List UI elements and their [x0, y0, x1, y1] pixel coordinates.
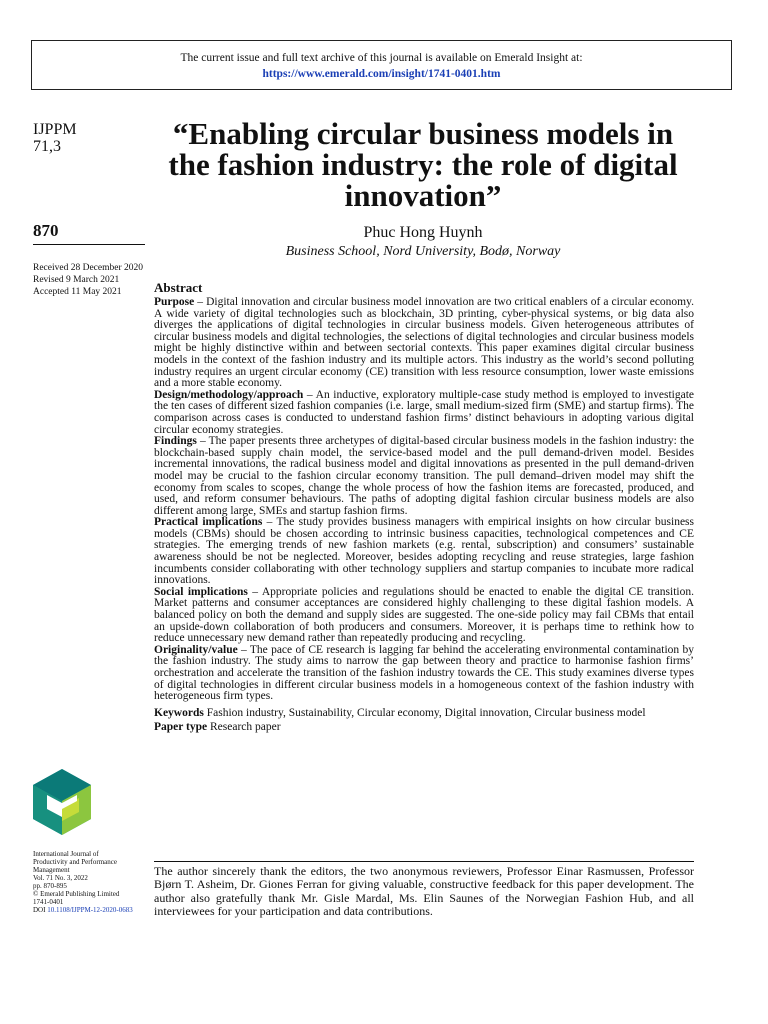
section-text: – Digital innovation and circular business model innovation are two critical enablers of a circular economy. A wide variety of digital technologies such as blockchain, 3D printing, cyber-physical systems, or big data also diverges the applications of digital technologies in circular business models. Given heterogeneous attributes of circular business models and digital technologies, the selections of digital technologies and circular business models might be highly distinctive within and between sectorial contexts. This paper examines digital circular business models in the context of the fashion industry and its multiple actors. This industry as the world’s second polluting industry requires an urgent circular economy (CE) transition with less resource consumption, lower waste emissions and a more stable economy. — [154, 296, 694, 390]
meta-line: Vol. 71 No. 3, 2022 — [33, 874, 88, 882]
abstract — [154, 281, 694, 734]
meta-line: Productivity and Performance — [33, 858, 117, 866]
meta-line: 1741-0401 — [33, 898, 64, 906]
meta-line: International Journal of — [33, 850, 99, 858]
paper-type — [154, 720, 694, 734]
abstract-design — [154, 390, 694, 436]
abstract-purpose — [154, 297, 694, 390]
section-label: Originality/value — [154, 643, 238, 656]
journal-info — [33, 121, 77, 155]
section-label: Social implications — [154, 585, 248, 598]
page-number-rule — [33, 244, 145, 245]
page-number: 870 — [33, 221, 59, 240]
date-revised: Revised 9 March 2021 — [33, 275, 120, 285]
section-text: – An inductive, exploratory multiple-case study method is employed to investigate the ten cases of different sized fashion companies (i.e. large, small medium-sized firm (SME) and startup firms). The comparison across cases is conducted to understand fashion firms’ distinct behaviours in adopting various digital circular economy strategies. — [154, 388, 694, 436]
date-received: Received 28 December 2020 — [33, 263, 143, 273]
acknowledgement: The author sincerely thank the editors, the two anonymous reviewers, Professor Einar Rasmussen, Professor Bjørn T. Asheim, Dr. Giones Ferran for giving valuable, constructive feedback for this paper development. The author also gratefully thank Mr. Gisle Mardal, Ms. Elin Saunes of the Norwegian Fashion Hub, and all interviewees for your participation and data contributions. — [154, 864, 694, 919]
abstract-findings — [154, 436, 694, 517]
meta-line: © Emerald Publishing Limited — [33, 890, 120, 898]
section-text: – The pace of CE research is lagging far behind the accelerating environmental contamination by the fashion industry. The study aims to narrow the gap between theory and practice to harmonise fashion firms’ orchestration and accelerate the transition of the fashion industry towards the CE. This study examines diverse types of digital technologies in different circular business models in a homogeneous context of the fashion industry with heterogeneous firm types. — [154, 643, 694, 703]
author-name: Phuc Hong Huynh — [363, 224, 483, 241]
journal-volume-issue: 71,3 — [33, 138, 61, 155]
section-label: Purpose — [154, 296, 195, 308]
meta-line: Management — [33, 866, 70, 874]
keywords-label: Keywords — [154, 706, 204, 719]
article-title: “Enabling circular business models in the fashion industry: the role of digital innovation” — [168, 116, 678, 213]
section-label: Practical implications — [154, 516, 263, 529]
doi-link[interactable]: 10.1108/IJPPM-12-2020-0683 — [47, 906, 133, 914]
abstract-practical — [154, 517, 694, 587]
meta-line: pp. 870-895 — [33, 882, 67, 890]
section-label: Findings — [154, 435, 197, 448]
doi-line — [33, 906, 145, 914]
author-affiliation: Business School, Nord University, Bodø, Norway — [285, 244, 561, 259]
abstract-heading: Abstract — [154, 280, 203, 295]
keywords-text: Fashion industry, Sustainability, Circular economy, Digital innovation, Circular business model — [203, 706, 646, 719]
journal-url-link[interactable]: https://www.emerald.com/insight/1741-0401.htm — [262, 68, 501, 80]
journal-metadata — [33, 850, 145, 914]
journal-availability-banner — [31, 40, 732, 90]
section-text: – Appropriate policies and regulations should be enacted to enable the digital CE transition. Market patterns and consumer acceptances are considered highly challenging to these digital fashion models. A balanced policy on both the demand and supply sides are suggested. The one-side policy may fail CBMs that entail an upside-down collaboration of both producers and consumers. Moreover, it is perhaps time to rethink how to reduce unnecessary new demand rather than repeatedly producing and recycling. — [154, 585, 694, 645]
section-label: Design/methodology/approach — [154, 388, 304, 401]
paper-type-label: Paper type — [154, 720, 208, 733]
paper-type-text: Research paper — [207, 720, 281, 733]
date-accepted: Accepted 11 May 2021 — [33, 287, 122, 297]
emerald-logo-icon — [31, 767, 93, 837]
abstract-social — [154, 587, 694, 645]
footnote-rule — [154, 861, 694, 862]
abstract-originality — [154, 645, 694, 703]
journal-abbrev: IJPPM — [33, 121, 77, 138]
banner-text: The current issue and full text archive of this journal is available on Emerald Insight at: — [180, 52, 583, 64]
section-text: – The paper presents three archetypes of digital-based circular business models in the fashion industry: the blockchain-based supply chain model, the service-based model and the pull demand-driven model. Besides incremental innovations, the radical business model and digital innovations as presented in the pull demand-driven model may be crucial to the fashion circular economy transition. The pull demand–driven model may shift the economy from scales to scopes, change the whole process of how the fashion items are forecasted, produced, and used, and reform consumer behaviours. The paths of adopting digital fashion circular business models are also different among large, SMEs and startup fashion firms. — [154, 435, 694, 517]
keywords — [154, 706, 694, 720]
article-dates — [33, 262, 143, 298]
section-text: – The study provides business managers with empirical insights on how circular business models (CBMs) should be chosen according to intrinsic business capacities, technological competences and CE strategies. The emerging trends of new fashion markets (e.g. rental, subscription) and consumers’ sustainable awareness should be not be neglected. Moreover, besides adopting recycling and reuse strategies, large fashion incumbents consider collaborating with other technology suppliers and startup companies to incubate more radical innovations. — [154, 516, 695, 587]
doi-label: DOI — [33, 906, 48, 914]
